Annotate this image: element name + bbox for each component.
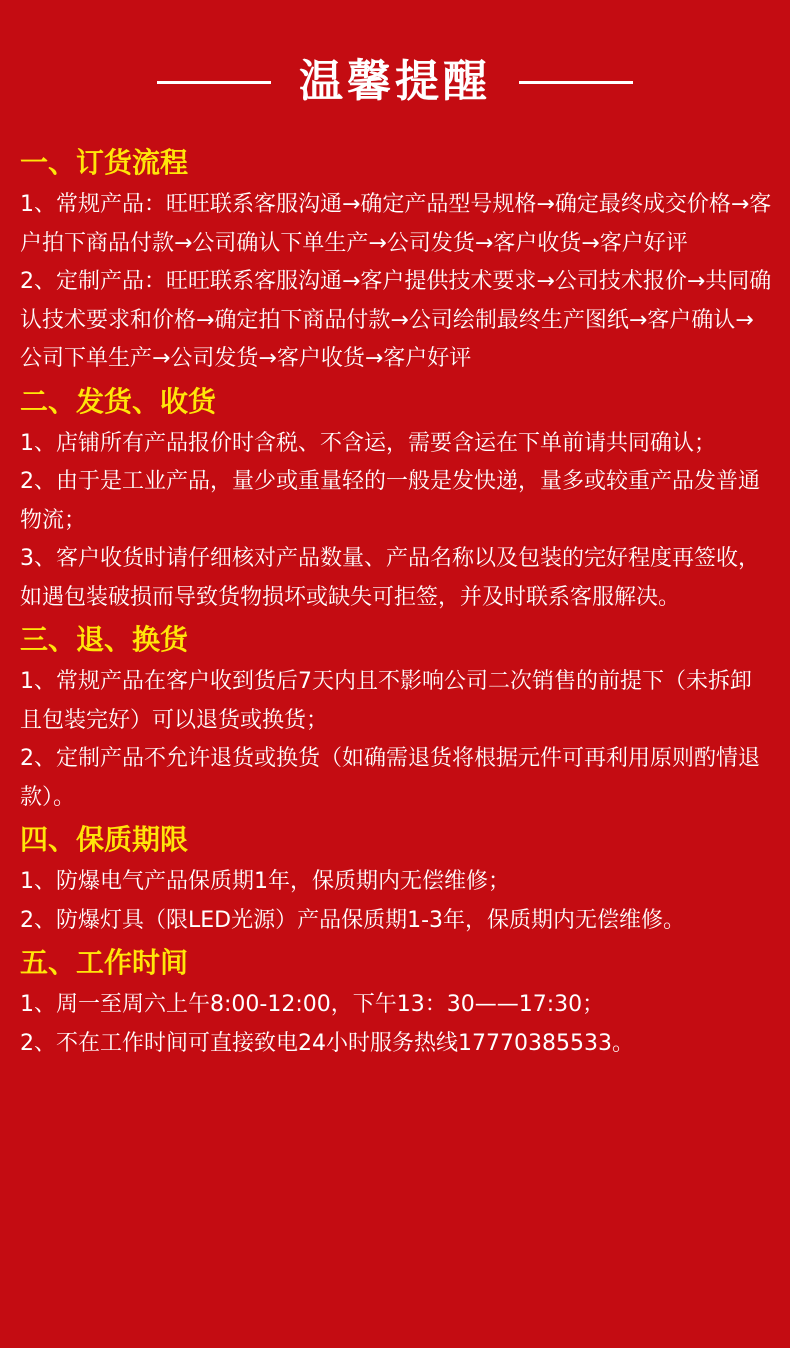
section-item: 1、常规产品在客户收到货后7天内且不影响公司二次销售的前提下（未拆卸且包装完好）可以退货或换货；: [20, 669, 752, 733]
section-heading: 四、保质期限: [20, 823, 189, 856]
section-item: 2、定制产品不允许退货或换货（如确需退货将根据元件可再利用原则酌情退款）。: [20, 746, 760, 810]
section-shipping-receiving: [20, 381, 772, 618]
section-heading: 一、订货流程: [20, 146, 189, 179]
section-heading: 三、退、换货: [20, 623, 189, 656]
page-title: 温馨提醒: [299, 56, 491, 107]
section-item: 1、防爆电气产品保质期1年，保质期内无偿维修；: [20, 869, 510, 894]
section-warranty-period: [20, 819, 772, 940]
section-working-hours: [20, 942, 772, 1063]
section-item: 2、由于是工业产品，量少或重量轻的一般是发快递，量多或较重产品发普通物流；: [20, 469, 760, 533]
section-item: 1、店铺所有产品报价时含税、不含运，需要含运在下单前请共同确认；: [20, 430, 716, 456]
section-ordering-process: [20, 142, 772, 379]
notice-content: [20, 142, 772, 1063]
section-item: 3、客户收货时请仔细核对产品数量、产品名称以及包装的完好程度再签收，如遇包装破损而导致货物损坏或缺失可拒签，并及时联系客服解决。: [20, 546, 760, 610]
section-heading: 二、发货、收货: [20, 384, 217, 418]
page-title-banner: [0, 50, 790, 114]
section-returns-exchanges: [20, 619, 772, 817]
section-item: 2、防爆灯具（限LED光源）产品保质期1-3年，保质期内无偿维修。: [20, 907, 686, 933]
section-item: 1、周一至周六上午8:00-12:00，下午13：30——17:30；: [20, 992, 605, 1017]
title-left-rule: [157, 81, 271, 84]
section-item: 2、不在工作时间可直接致电24小时服务热线17770385533。: [20, 1030, 634, 1056]
section-item: 2、定制产品：旺旺联系客服沟通→客户提供技术要求→公司技术报价→共同确认技术要求和价格→确定拍下商品付款→公司绘制最终生产图纸→客户确认→公司下单生产→公司发货→客户收货→客户好评: [20, 269, 772, 371]
title-right-rule: [519, 81, 633, 84]
section-item: 1、常规产品：旺旺联系客服沟通→确定产品型号规格→确定最终成交价格→客户拍下商品付款→公司确认下单生产→公司发货→客户收货→客户好评: [20, 192, 772, 256]
section-heading: 五、工作时间: [20, 946, 189, 979]
